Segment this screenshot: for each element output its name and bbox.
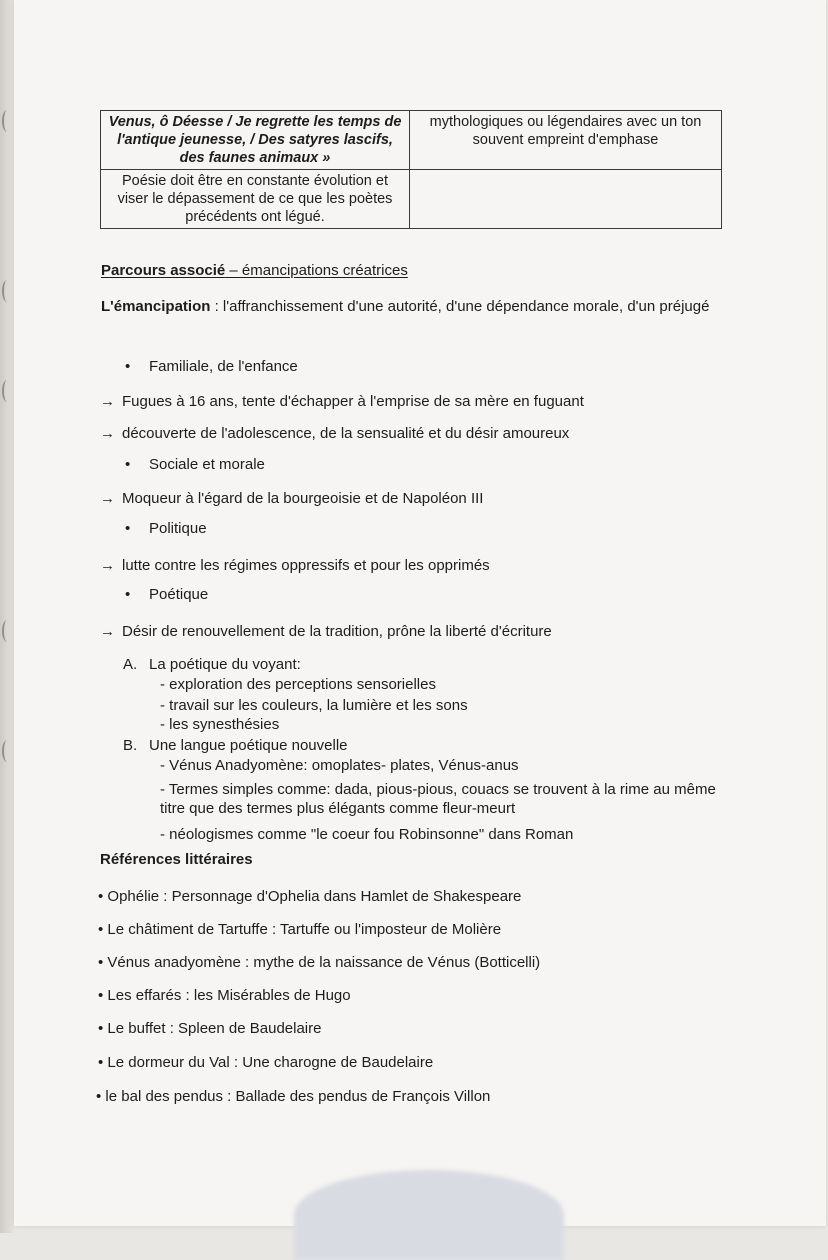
list-item [100, 489, 483, 508]
bullet-icon: • [125, 520, 131, 537]
reference-item: • Le châtiment de Tartuffe : Tartuffe ou l'imposteur de Molière [98, 921, 502, 938]
table-cell-quote: Venus, ô Déesse / Je regrette les temps de l'antique jeunesse, / Des satyres lascifs, des faunes animaux » [101, 111, 410, 170]
binder-edge [0, 0, 14, 1233]
list-item-text: Désir de renouvellement de la tradition, prône la liberté d'écriture [122, 623, 552, 640]
list-item [125, 585, 208, 604]
list-item-text: lutte contre les régimes oppressifs et pour les opprimés [122, 557, 490, 574]
outline-heading-b [123, 736, 348, 755]
list-item [125, 357, 298, 376]
edge-mark [2, 380, 12, 402]
table-cell-description: mythologiques ou légendaires avec un ton souvent empreint d'emphase [410, 111, 722, 170]
outline-item: - les synesthésies [160, 716, 280, 733]
section-subtitle: – émancipations créatrices [225, 262, 408, 279]
bullet-icon: • [125, 456, 131, 473]
reference-item: • Les effarés : les Misérables de Hugo [98, 987, 351, 1004]
section-title: Parcours associé [101, 262, 226, 279]
table-cell-text: Poésie doit être en constante évolution et viser le dépassement de ce que les poètes précédents ont légué. [101, 170, 410, 229]
document-page [14, 0, 826, 1226]
outline-heading-a [123, 655, 301, 674]
outline-title: La poétique du voyant: [149, 656, 301, 673]
list-item [100, 424, 569, 443]
reference-item: • Le dormeur du Val : Une charogne de Baudelaire [98, 1054, 434, 1071]
list-item-text: Moqueur à l'égard de la bourgeoisie et de Napoléon III [122, 490, 484, 507]
list-item [100, 556, 490, 575]
bullet-icon: • [125, 586, 131, 603]
table-row [101, 111, 722, 170]
outline-label: B. [123, 737, 138, 754]
arrow-right-icon: → [100, 490, 115, 507]
outline-item: - Termes simples comme: dada, pious-pious, couacs se trouvent à la rime au même titre que des termes plus élégants comme fleur-meurt [160, 781, 716, 817]
arrow-right-icon: → [100, 623, 115, 640]
reference-item: • Le buffet : Spleen de Baudelaire [98, 1020, 322, 1037]
list-item-text: découverte de l'adolescence, de la sensualité et du désir amoureux [122, 425, 570, 442]
table-cell-empty [410, 170, 722, 229]
outline-item: - exploration des perceptions sensorielles [160, 676, 436, 693]
arrow-right-icon: → [100, 425, 115, 442]
table-row [101, 170, 722, 229]
outline-label: A. [123, 656, 138, 673]
outline-title: Une langue poétique nouvelle [149, 737, 348, 754]
list-item [125, 519, 207, 538]
comparison-table [100, 110, 722, 229]
list-item-text: Politique [149, 520, 207, 537]
list-item-text: Fugues à 16 ans, tente d'échapper à l'emprise de sa mère en fuguant [122, 393, 584, 410]
list-item [100, 622, 552, 641]
list-item [100, 392, 584, 411]
edge-mark [2, 280, 12, 302]
reference-item: • Ophélie : Personnage d'Ophelia dans Hamlet de Shakespeare [98, 888, 522, 905]
arrow-right-icon: → [100, 393, 115, 410]
definition-term: L'émancipation [101, 298, 211, 315]
reference-item: • le bal des pendus : Ballade des pendus de François Villon [96, 1088, 491, 1105]
list-item-text: Poétique [149, 586, 209, 603]
section-heading [101, 262, 408, 279]
list-item-text: Familiale, de l'enfance [149, 358, 298, 375]
reference-item: • Vénus anadyomène : mythe de la naissance de Vénus (Botticelli) [98, 954, 541, 971]
definition-text: : l'affranchissement d'une autorité, d'une dépendance morale, d'un préjugé [210, 298, 710, 315]
edge-mark [2, 620, 12, 642]
photo-shadow [294, 1170, 564, 1260]
definition [101, 297, 741, 316]
bullet-icon: • [125, 358, 131, 375]
outline-item: - Vénus Anadyomène: omoplates- plates, Vénus-anus [160, 757, 519, 774]
outline-item: - travail sur les couleurs, la lumière et les sons [160, 697, 468, 714]
edge-mark [2, 110, 12, 132]
arrow-right-icon: → [100, 557, 115, 574]
references-heading: Références littéraires [100, 851, 253, 868]
list-item-text: Sociale et morale [149, 456, 265, 473]
outline-item: - néologismes comme "le coeur fou Robinsonne" dans Roman [160, 826, 574, 843]
list-item [125, 455, 265, 474]
edge-mark [2, 740, 12, 762]
